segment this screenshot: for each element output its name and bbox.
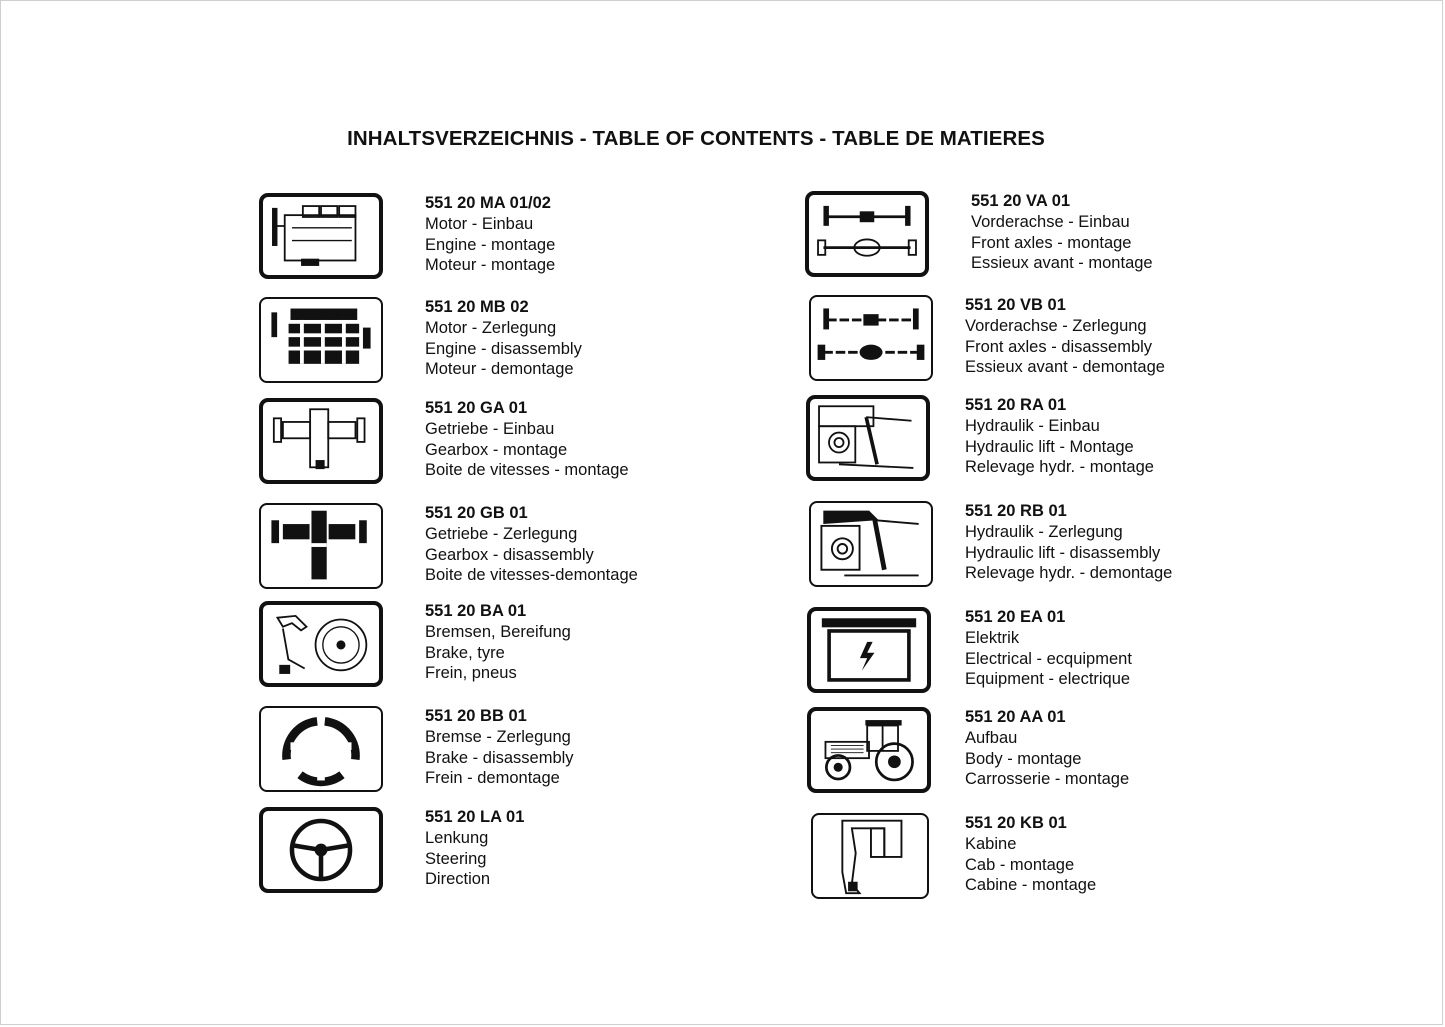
title-english: Brake, tyre (425, 643, 505, 662)
title-english: Engine - montage (425, 235, 556, 254)
title-english: Front axles - disassembly (965, 337, 1153, 356)
title-french: Cabine - montage (965, 876, 1097, 895)
section-code: 551 20 EA 01 (965, 608, 1066, 626)
title-english: Gearbox - disassembly (425, 545, 594, 564)
title-german: Getriebe - Einbau (425, 419, 555, 438)
section-code: 551 20 LA 01 (425, 808, 525, 826)
section-code: 551 20 RA 01 (965, 396, 1067, 414)
section-code: 551 20 MB 02 (425, 298, 529, 316)
section-code: 551 20 BA 01 (425, 602, 527, 620)
title-german: Bremsen, Bereifung (425, 622, 571, 641)
title-french: Equipment - electrique (965, 670, 1131, 689)
title-english: Gearbox - montage (425, 440, 568, 459)
title-french: Boite de vitesses - montage (425, 461, 629, 480)
title-french: Frein - demontage (425, 769, 560, 788)
toc-entry-cab[interactable] (811, 813, 1291, 909)
toc-entry-steering[interactable] (259, 807, 739, 903)
title-german: Hydraulik - Zerlegung (965, 522, 1123, 541)
hydraulic-lift-disassembly-icon (809, 501, 933, 587)
title-english: Electrical - ecquipment (965, 649, 1132, 668)
section-code: 551 20 VB 01 (965, 296, 1066, 314)
title-english: Cab - montage (965, 855, 1075, 874)
title-french: Essieux avant - montage (971, 254, 1153, 273)
title-french: Boite de vitesses-demontage (425, 566, 638, 585)
title-french: Moteur - montage (425, 256, 556, 275)
title-french: Moteur - demontage (425, 360, 574, 379)
title-french: Relevage hydr. - demontage (965, 564, 1173, 583)
toc-entry-electrical[interactable] (807, 607, 1287, 703)
title-german: Bremse - Zerlegung (425, 727, 571, 746)
title-french: Direction (425, 870, 491, 889)
section-code: 551 20 VA 01 (971, 192, 1071, 210)
title-french: Essieux avant - demontage (965, 358, 1165, 377)
title-english: Hydraulic lift - disassembly (965, 543, 1161, 562)
steering-wheel-icon (259, 807, 383, 893)
toc-entry-hydraulic-lift-mounting[interactable] (806, 395, 1286, 491)
engine-disassembly-icon (259, 297, 383, 383)
section-code: 551 20 RB 01 (965, 502, 1067, 520)
gearbox-disassembly-icon (259, 503, 383, 589)
toc-entry-front-axle-mounting[interactable] (805, 191, 1285, 287)
tractor-body-icon (807, 707, 931, 793)
toc-entry-front-axle-disassembly[interactable] (809, 295, 1289, 391)
title-english: Hydraulic lift - Montage (965, 437, 1134, 456)
title-english: Steering (425, 849, 487, 868)
title-english: Brake - disassembly (425, 748, 574, 767)
toc-entry-body[interactable] (807, 707, 1287, 803)
toc-entry-hydraulic-lift-disassembly[interactable] (809, 501, 1289, 597)
title-german: Hydraulik - Einbau (965, 416, 1100, 435)
title-english: Engine - disassembly (425, 339, 582, 358)
title-german: Getriebe - Zerlegung (425, 524, 578, 543)
cab-frame-icon (811, 813, 929, 899)
title-german: Aufbau (965, 728, 1018, 747)
section-code: 551 20 GB 01 (425, 504, 528, 522)
title-german: Kabine (965, 834, 1017, 853)
hydraulic-lift-mounting-icon (806, 395, 930, 481)
title-french: Frein, pneus (425, 664, 517, 683)
toc-entry-brake-tyre[interactable] (259, 601, 739, 697)
title-english: Body - montage (965, 749, 1082, 768)
title-french: Carrosserie - montage (965, 770, 1130, 789)
engine-mounting-icon (259, 193, 383, 279)
section-code: 551 20 BB 01 (425, 707, 527, 725)
toc-entry-engine-disassembly[interactable] (259, 297, 739, 393)
section-code: 551 20 GA 01 (425, 399, 528, 417)
section-code: 551 20 KB 01 (965, 814, 1067, 832)
toc-entry-brake-disassembly[interactable] (259, 706, 739, 802)
title-german: Vorderachse - Zerlegung (965, 316, 1147, 335)
section-code: 551 20 MA 01/02 (425, 194, 551, 212)
toc-entry-gearbox-disassembly[interactable] (259, 503, 739, 599)
title-german: Vorderachse - Einbau (971, 212, 1130, 231)
title-english: Front axles - montage (971, 233, 1132, 252)
brake-shoe-icon (259, 706, 383, 792)
front-axle-disassembly-icon (809, 295, 933, 381)
section-code: 551 20 AA 01 (965, 708, 1066, 726)
title-french: Relevage hydr. - montage (965, 458, 1154, 477)
electrical-battery-icon (807, 607, 931, 693)
title-german: Motor - Zerlegung (425, 318, 557, 337)
front-axle-mounting-icon (805, 191, 929, 277)
title-german: Elektrik (965, 628, 1020, 647)
brake-tyre-icon (259, 601, 383, 687)
title-german: Motor - Einbau (425, 214, 534, 233)
page-title: INHALTSVERZEICHNIS - TABLE OF CONTENTS - TABLE DE MATIERES (347, 127, 1045, 150)
toc-entry-gearbox-mounting[interactable] (259, 398, 739, 494)
gearbox-mounting-icon (259, 398, 383, 484)
title-german: Lenkung (425, 828, 489, 847)
toc-entry-engine-mounting[interactable] (259, 193, 739, 289)
